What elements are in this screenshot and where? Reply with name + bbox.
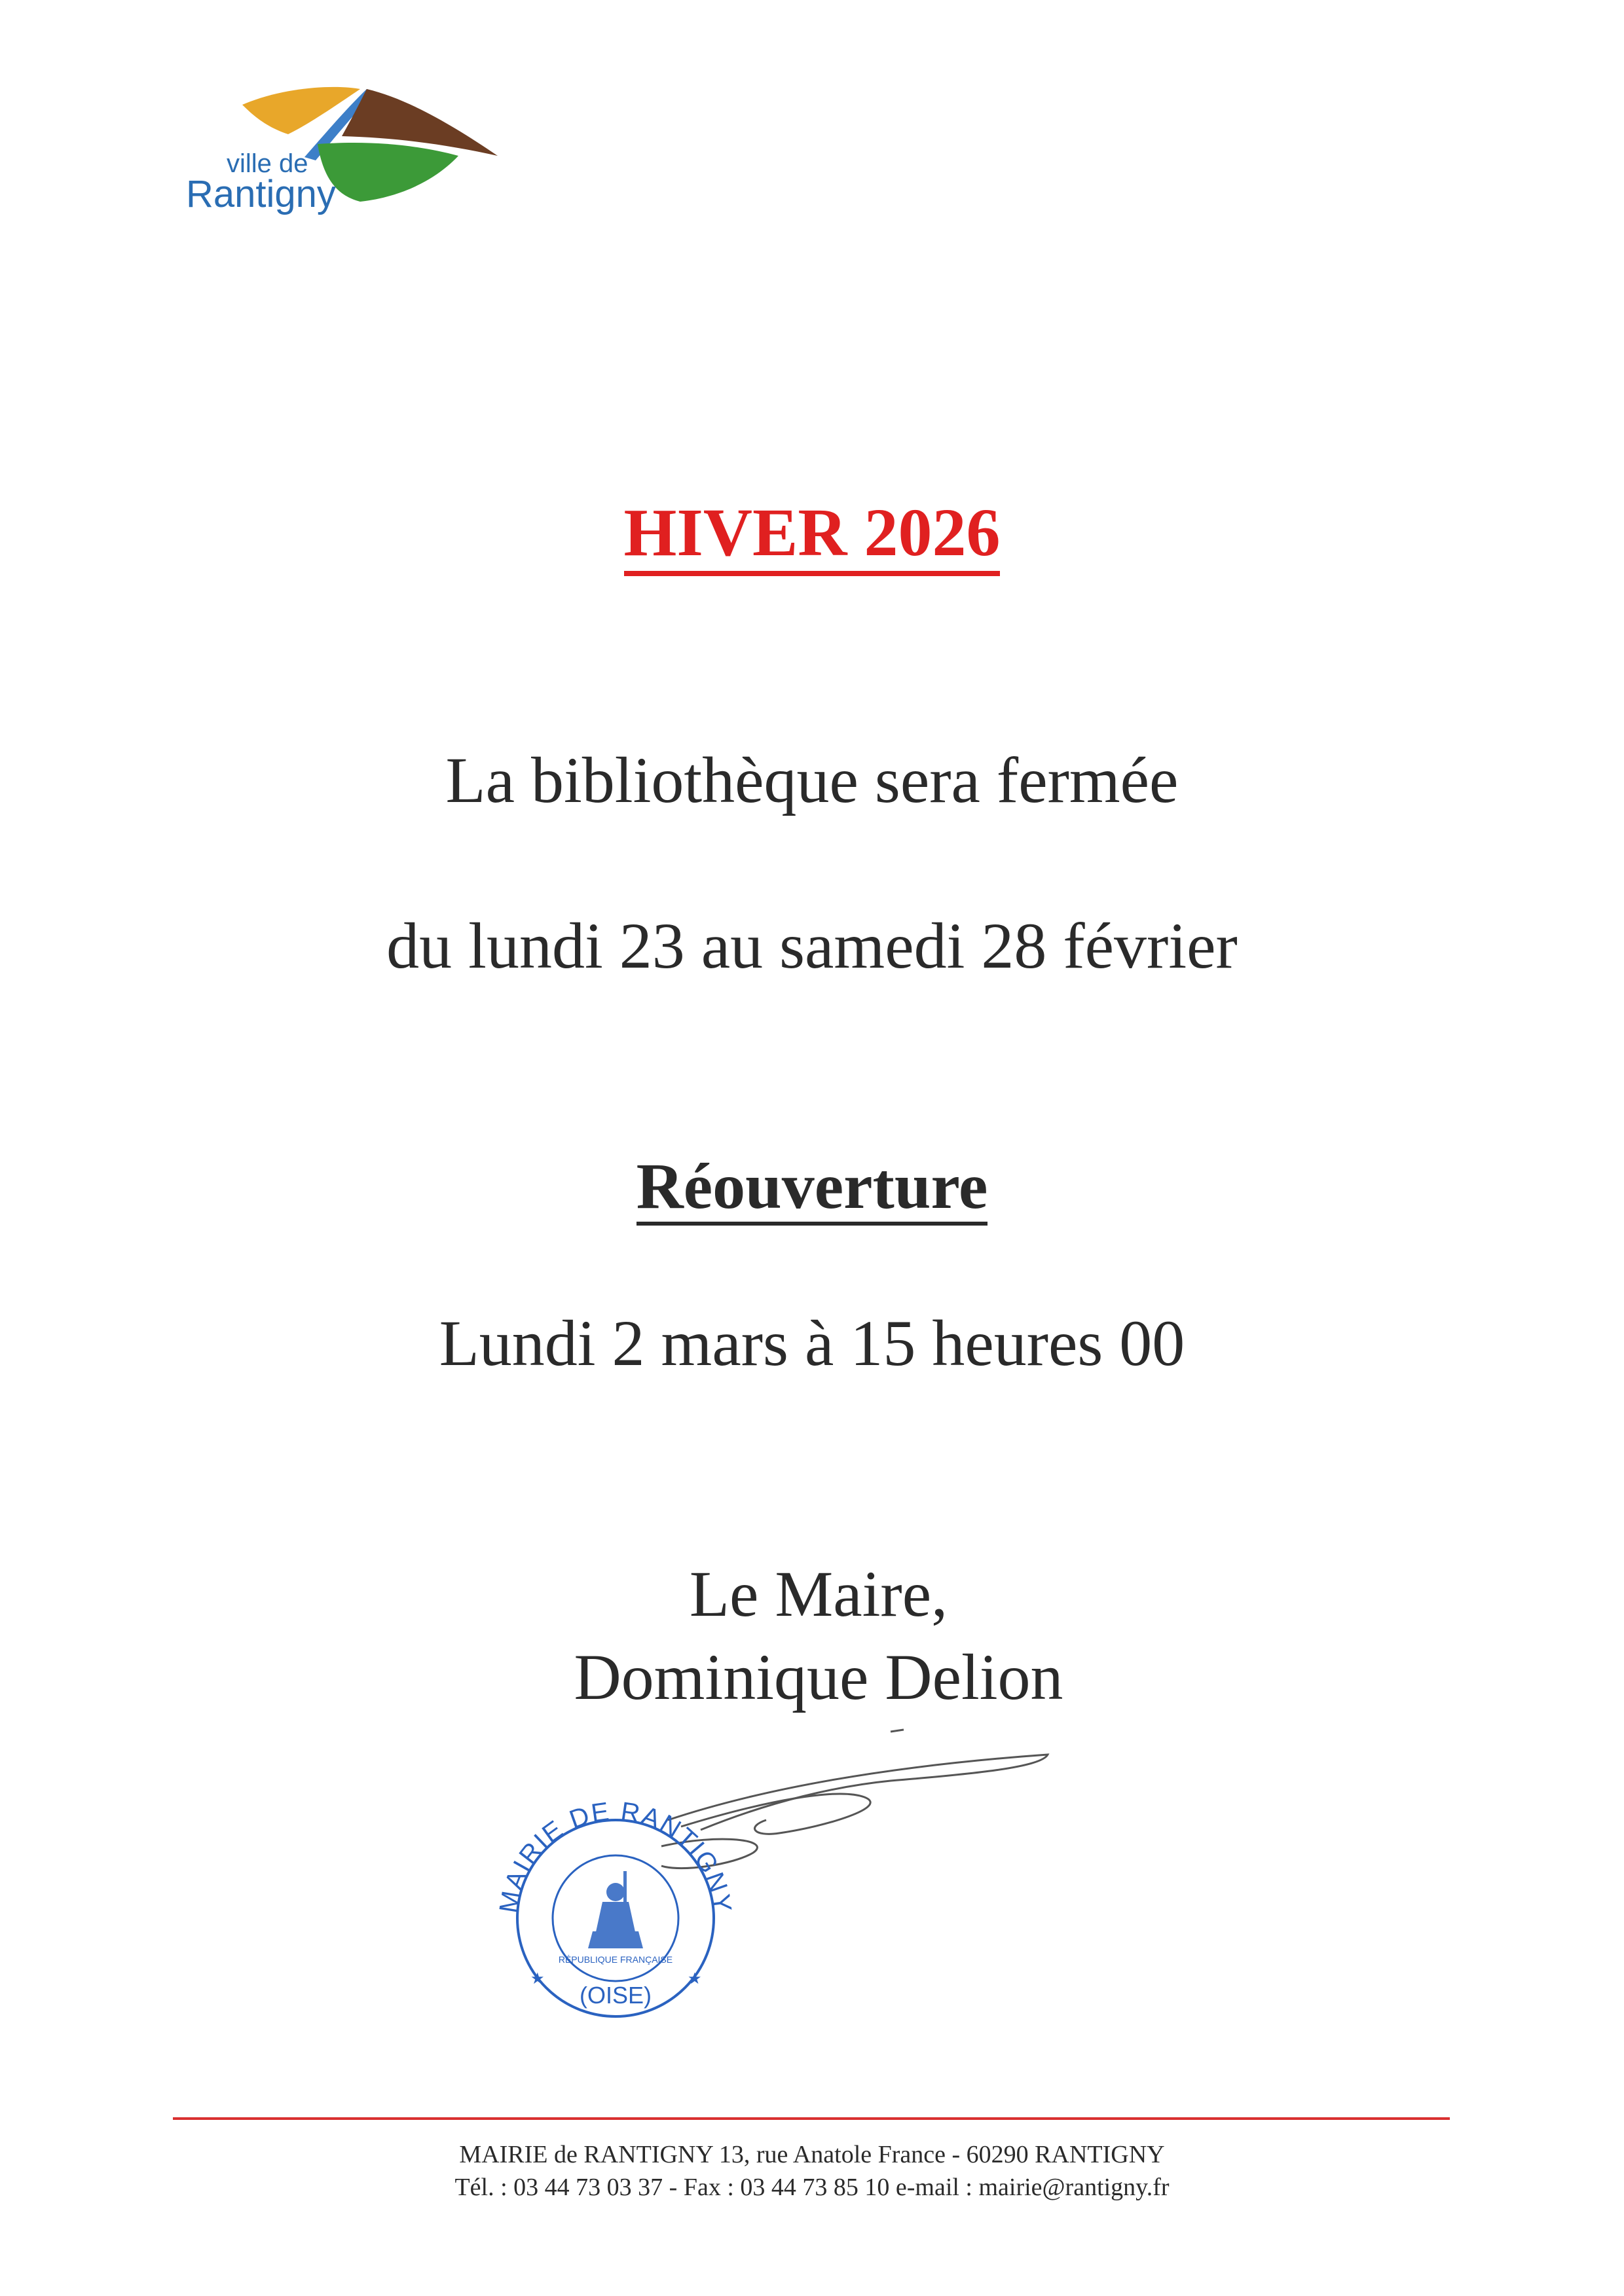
closure-dates: du lundi 23 au samedi 28 février	[386, 909, 1238, 982]
stamp-and-signature-icon	[471, 1715, 1061, 2056]
notice-title	[0, 495, 1624, 576]
reopen-heading	[0, 1150, 1624, 1226]
reopen-date: Lundi 2 mars à 15 heures 00	[439, 1307, 1185, 1379]
notice-title-text: HIVER 2026	[624, 499, 1001, 576]
mayor-title: Le Maire,	[689, 1558, 948, 1630]
footer-contact: Tél. : 03 44 73 03 37 - Fax : 03 44 73 85 10 e-mail : mairie@rantigny.fr	[454, 2174, 1170, 2201]
footer-address: MAIRIE de RANTIGNY 13, rue Anatole France - 60290 RANTIGNY	[459, 2141, 1165, 2168]
logo-small-text: ville de	[227, 149, 308, 178]
rantigny-logo	[170, 72, 511, 223]
mayor-name: Dominique Delion	[574, 1641, 1063, 1713]
logo-town-name: Rantigny	[186, 173, 336, 215]
footer-rule	[173, 2117, 1450, 2120]
svg-text:★: ★	[688, 1971, 702, 1988]
stamp-inner-text: RÉPUBLIQUE FRANÇAISE	[558, 1954, 673, 1965]
official-stamp	[471, 1715, 1061, 2056]
stamp-arc-text: MAIRIE DE RANTIGNY	[494, 1796, 737, 1916]
closure-line: La bibliothèque sera fermée	[445, 744, 1179, 816]
reopen-heading-text: Réouverture	[637, 1154, 988, 1226]
svg-text:★: ★	[530, 1971, 545, 1988]
stamp-oise-text: (OISE)	[579, 1982, 652, 2009]
